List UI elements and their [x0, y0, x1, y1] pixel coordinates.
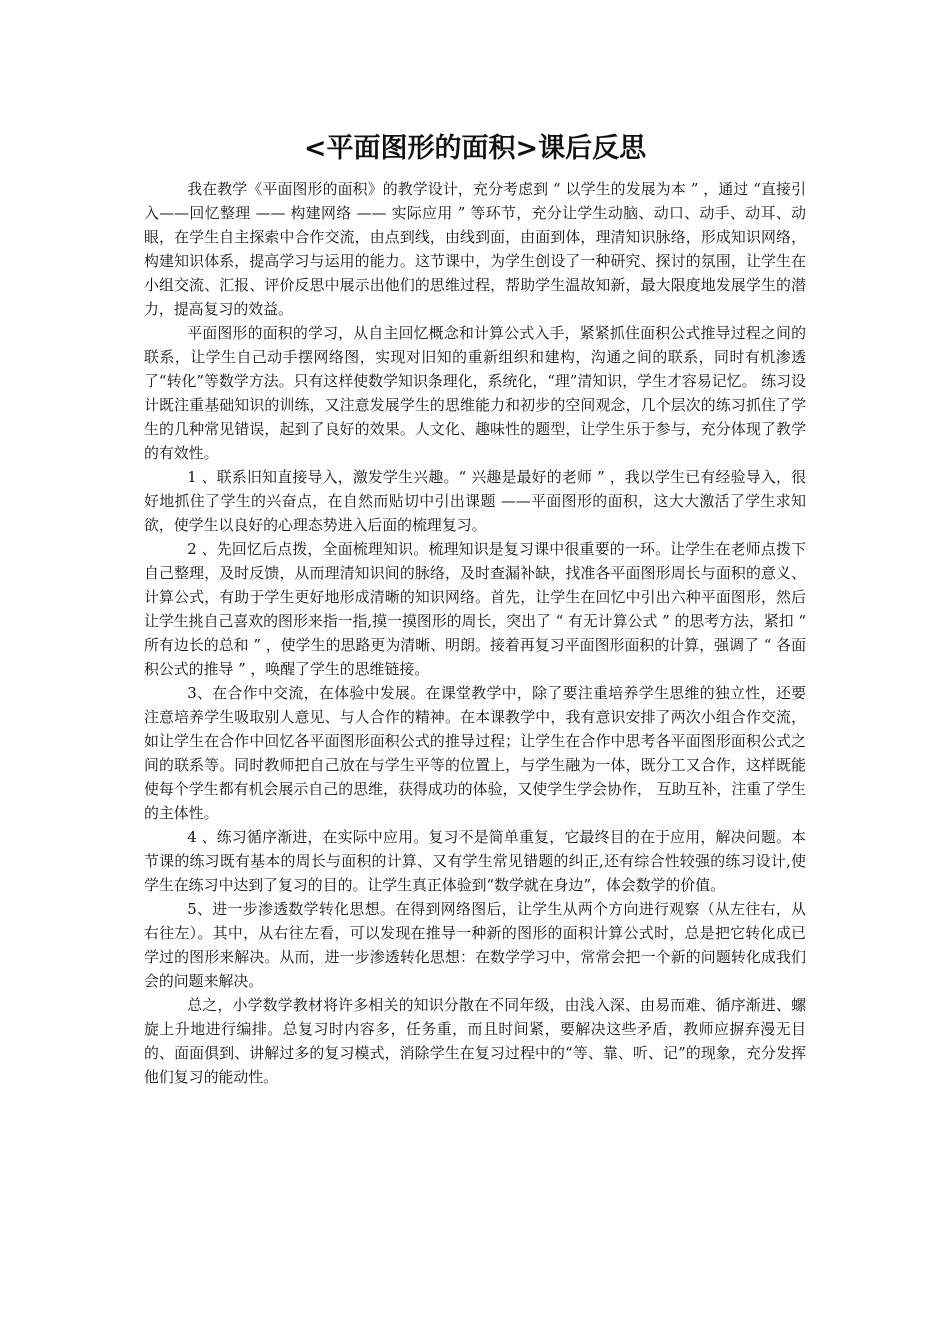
paragraph-intro: 我在教学《平面图形的面积》的教学设计，充分考虑到 “ 以学生的发展为本 ” ，通过 “直接引入——回忆整理 —— 构建网络 —— 实际应用 ” 等环节，充分让学生动脑、动口、动手、动耳、动眼，在学生自主探索中合作交流，由点到线，由线到面，由面到体，理清知识脉络，形成知识网络，构建知识体系，提高学习与运用的能力。这节课中，为学生创设了一种研究、探讨的氛围，让学生在小组交流、汇报、评价反思中展示出他们的思维过程，帮助学生温故知新，最大限度地发展学生的潜力，提高复习的效益。: [144, 180, 806, 318]
paragraph-point-2: 2 、先回忆后点拨，全面梳理知识。梳理知识是复习课中很重要的一环。让学生在老师点拨下自己整理，及时反馈，从而理清知识间的脉络，及时查漏补缺，找准各平面图形周长与面积的意义、计算公式，有助于学生更好地形成清晰的知识网络。首先，让学生在回忆中引出六种平面图形，然后让学生挑自己喜欢的图形来指一指,摸一摸图形的周长，突出了 “ 有无计算公式 ” 的思考方法，紧扣 “ 所有边长的总和 ” ，使学生的思路更为清晰、明朗。接着再复习平面图形面积的计算，强调了 “ 各面积公式的推导 ” ，唤醒了学生的思维链接。: [144, 540, 806, 678]
paragraph-point-4: 4 、练习循序渐进，在实际中应用。复习不是简单重复，它最终目的在于应用，解决问题。本节课的练习既有基本的周长与面积的计算、又有学生常见错题的纠正,还有综合性较强的练习设计,使学生在练习中达到了复习的目的。让学生真正体验到“数学就在身边”，体会数学的价值。: [144, 828, 806, 894]
paragraph-point-3: 3、在合作中交流，在体验中发展。在课堂教学中，除了要注重培养学生思维的独立性，还要注意培养学生吸取别人意见、与人合作的精神。在本课教学中，我有意识安排了两次小组合作交流，如让学生在合作中回忆各平面图形面积公式的推导过程；让学生在合作中思考各平面图形面积公式之间的联系等。同时教师把自己放在与学生平等的位置上，与学生融为一体，既分工又合作，这样既能使每个学生都有机会展示自己的思维，获得成功的体验，又使学生学会协作， 互助互补，注重了学生的主体性。: [144, 684, 806, 822]
paragraph-point-5: 5、进一步渗透数学转化思想。在得到网络图后，让学生从两个方向进行观察（从左往右，从右往左）。其中，从右往左看，可以发现在推导一种新的图形的面积计算公式时，总是把它转化成已学过的图形来解决。从而，进一步渗透转化思想：在数学学习中，常常会把一个新的问题转化成我们会的问题来解决。: [144, 900, 806, 990]
paragraph-conclusion: 总之，小学数学教材将许多相关的知识分散在不同年级，由浅入深、由易而难、循序渐进、螺旋上升地进行编排。总复习时内容多，任务重，而且时间紧，要解决这些矛盾，教师应摒弃漫无目的、面面俱到、讲解过多的复习模式，消除学生在复习过程中的“等、靠、听、记”的现象，充分发挥他们复习的能动性。: [144, 996, 806, 1086]
paragraph-point-1: 1 、联系旧知直接导入，激发学生兴趣。“ 兴趣是最好的老师 ” ，我以学生已有经验导入，很好地抓住了学生的兴奋点，在自然而贴切中引出课题 ——平面图形的面积，这大大激活了学生求知欲，使学生以良好的心理态势进入后面的梳理复习。: [144, 468, 806, 534]
paragraph-overview: 平面图形的面积的学习，从自主回忆概念和计算公式入手，紧紧抓住面积公式推导过程之间的联系，让学生自己动手摆网络图，实现对旧知的重新组织和建构，沟通之间的联系，同时有机渗透了“转化”等数学方法。只有这样使数学知识条理化，系统化，“理”清知识，学生才容易记忆。 练习设计既注重基础知识的训练，又注意发展学生的思维能力和初步的空间观念，几个层次的练习抓住了学生的几种常见错误，起到了良好的效果。人文化、趣味性的题型，让学生乐于参与，充分体现了教学的有效性。: [144, 324, 806, 462]
document-body: [144, 177, 806, 1089]
document-title: <平面图形的面积>课后反思: [303, 133, 647, 164]
